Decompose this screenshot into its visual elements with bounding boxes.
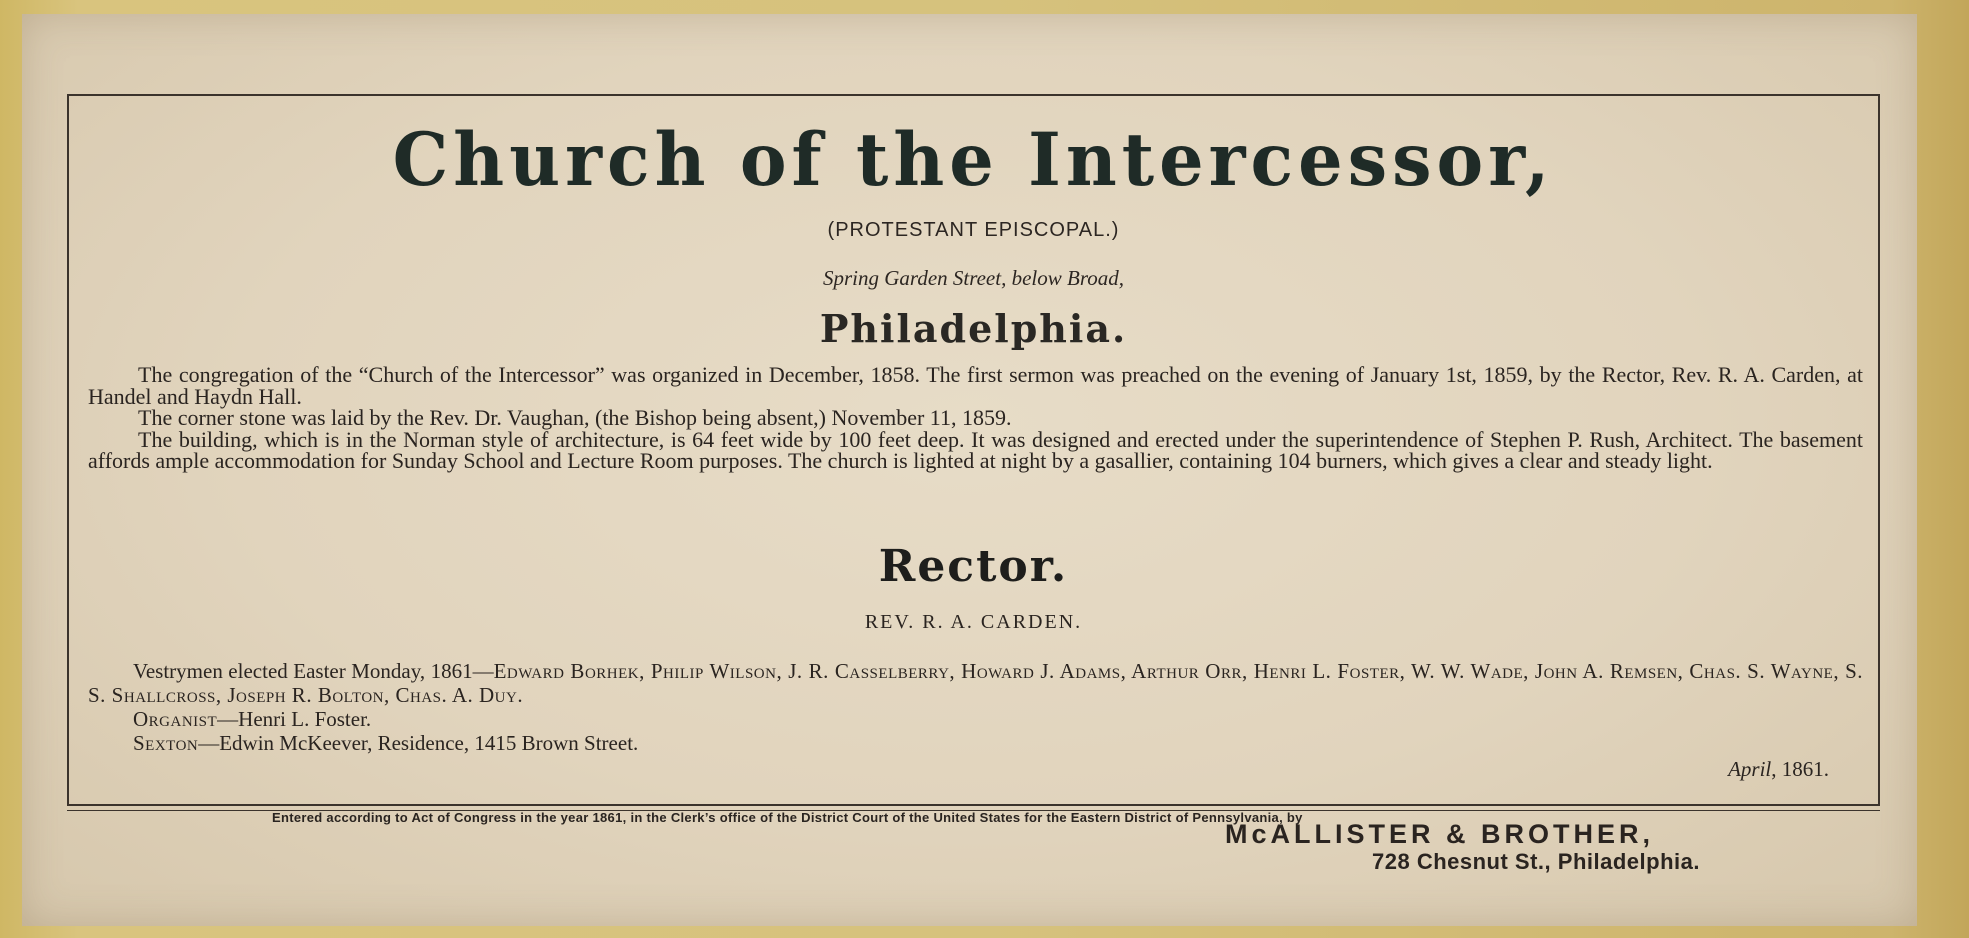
vestry-section — [88, 659, 1863, 755]
publisher-name: McALLISTER & BROTHER, — [1225, 819, 1655, 849]
copyright-notice: Entered according to Act of Congress in the year 1861, in the Clerk’s office of the District Court of the United States for the Eastern District of Pennsylvania, by — [272, 810, 1303, 825]
history-paragraph-1: The congregation of the “Church of the Intercessor” was organized in December, 1858. The first sermon was preached on the evening of January 1st, 1859, by the Rector, Rev. R. A. Carden, at Handel and Haydn Hall. — [88, 362, 1863, 409]
vestrymen-list — [88, 659, 1863, 707]
publisher-address: 728 Chesnut St., Philadelphia. — [1372, 849, 1700, 874]
history-paragraph-3: The building, which is in the Norman style of architecture, is 64 feet wide by 100 feet deep. It was designed and erected under the superintendence of Stephen P. Rush, Architect. The basement affords ample accommodation for Sunday School and Lecture Room purposes. The church is lighted at night by a gasallier, containing 104 burners, which gives a clear and steady light. — [88, 426, 1863, 473]
rector-name: REV. R. A. CARDEN. — [864, 611, 1083, 633]
sexton-value: —Edwin McKeever, Residence, 1415 Brown Street. — [198, 731, 639, 755]
history-text — [88, 364, 1863, 472]
organist-value: —Henri L. Foster. — [217, 707, 372, 731]
rector-heading: Rector. — [878, 541, 1069, 592]
issue-date — [1728, 757, 1829, 782]
vestrymen-intro: Vestrymen elected Easter Monday, 1861— — [133, 659, 494, 683]
issue-month: April — [1728, 757, 1772, 781]
vestrymen-names: Edward Borhek, Philip Wilson, J. R. Casselberry, Howard J. Adams, Arthur Orr, Henri L. Foster, W. W. Wade, John A. Remsen, Chas. S. Wayne, S. S. Shallcross, Joseph R. Bolton, Chas. A. Duy. — [88, 659, 1863, 707]
city-name: Philadelphia. — [819, 306, 1128, 351]
organist-label: Organist — [133, 707, 218, 731]
sexton-line — [88, 731, 1863, 755]
history-paragraph-2: The corner stone was laid by the Rev. Dr. Vaughan, (the Bishop being absent,) November 11, 1859. — [138, 405, 1012, 430]
sexton-label: Sexton — [133, 731, 199, 755]
street-address: Spring Garden Street, below Broad, — [823, 266, 1124, 290]
organist-line — [88, 707, 1863, 731]
church-title: Church of the Intercessor, — [392, 115, 1555, 204]
denomination: (PROTESTANT EPISCOPAL.) — [827, 219, 1120, 241]
issue-year: , 1861. — [1771, 757, 1829, 781]
